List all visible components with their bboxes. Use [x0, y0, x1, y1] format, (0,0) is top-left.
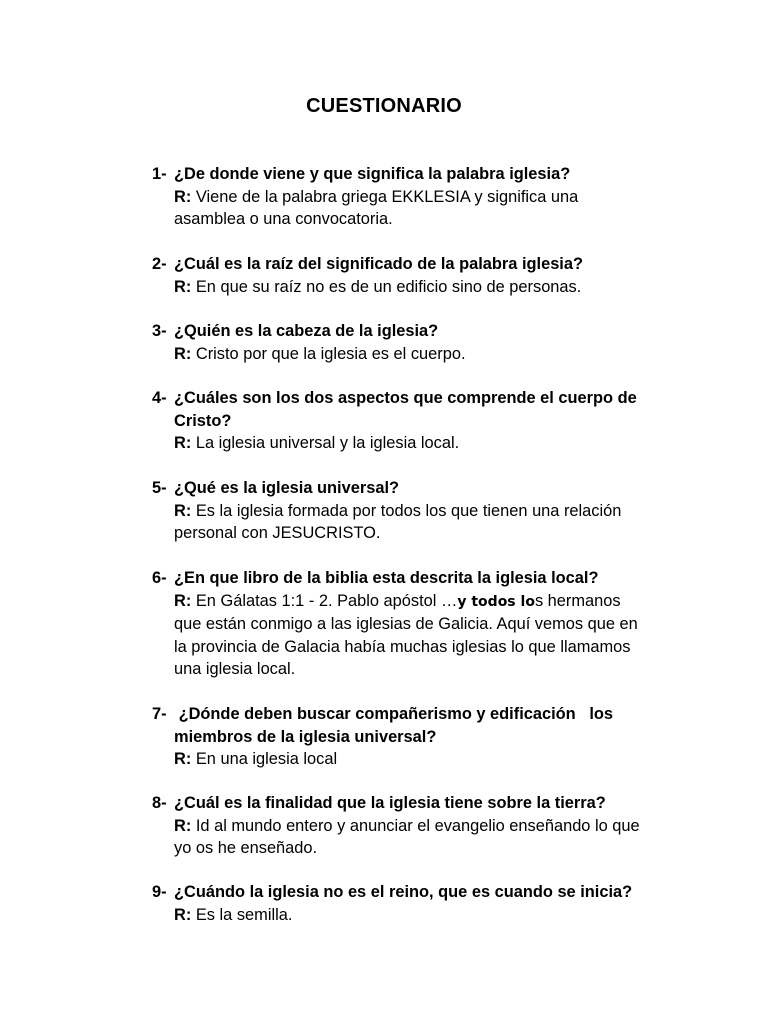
- answer-label: R:: [174, 501, 192, 520]
- answer-text: [174, 748, 652, 771]
- answer-body-part2: s hermanos que están conmigo a las iglesias de Galicia. Aquí vemos que en la provincia de Galacia había muchas iglesias lo que llamamos una iglesia local.: [174, 591, 638, 679]
- answer-label: R:: [174, 905, 192, 924]
- answer-text: [174, 500, 652, 545]
- answer-text: [174, 590, 652, 681]
- question-item-9: [152, 881, 652, 926]
- answer-label: R:: [174, 591, 192, 610]
- question-item-1: [152, 163, 652, 231]
- answer-body: En que su raíz no es de un edificio sino de personas.: [195, 277, 582, 296]
- question-text: ¿Cuándo la iglesia no es el reino, que es cuando se inicia?: [174, 883, 633, 901]
- question-text: ¿Cuál es la finalidad que la iglesia tiene sobre la tierra?: [174, 794, 606, 812]
- answer-text: [174, 904, 652, 927]
- answer-label: R:: [174, 434, 192, 453]
- question-text: ¿En que libro de la biblia esta descrita la iglesia local?: [174, 569, 599, 587]
- document-title: CUESTIONARIO: [306, 95, 462, 117]
- answer-body: La iglesia universal y la iglesia local.: [195, 434, 460, 453]
- answer-body: Viene de la palabra griega EKKLESIA y significa una asamblea o una convocatoria.: [174, 187, 579, 229]
- question-number: 3-: [152, 322, 167, 340]
- question-item-6: [152, 567, 652, 681]
- question-item-7: [152, 703, 652, 771]
- answer-body: En una iglesia local: [195, 750, 338, 769]
- question-item-8: [152, 792, 652, 860]
- answer-text: [174, 432, 652, 455]
- answer-text: [174, 343, 652, 366]
- answer-label: R:: [174, 344, 192, 363]
- question-text: ¿Cuáles son los dos aspectos que comprende el cuerpo de Cristo?: [174, 389, 637, 430]
- question-text: ¿Qué es la iglesia universal?: [174, 479, 400, 497]
- answer-text: [174, 276, 652, 299]
- answer-label: R:: [174, 277, 192, 296]
- answer-body-bold: y todos lo: [457, 593, 535, 610]
- question-text: ¿Cuál es la raíz del significado de la palabra iglesia?: [174, 255, 583, 273]
- question-text: ¿Dónde deben buscar compañerismo y edificación los miembros de la iglesia universal?: [174, 705, 618, 746]
- question-text: ¿De donde viene y que significa la palabra iglesia?: [174, 165, 571, 183]
- question-number: 7-: [152, 705, 167, 723]
- question-number: 9-: [152, 883, 167, 901]
- question-number: 6-: [152, 569, 167, 587]
- answer-body: Cristo por que la iglesia es el cuerpo.: [195, 344, 466, 363]
- question-number: 5-: [152, 479, 167, 497]
- answer-body-part1: En Gálatas 1:1 - 2. Pablo apóstol …: [195, 591, 458, 610]
- question-item-4: [152, 387, 652, 455]
- answer-text: [174, 186, 652, 231]
- answer-label: R:: [174, 816, 192, 835]
- question-number: 4-: [152, 389, 167, 407]
- question-item-2: [152, 253, 652, 298]
- answer-label: R:: [174, 750, 192, 769]
- question-item-5: [152, 477, 652, 545]
- answer-body: Es la iglesia formada por todos los que tienen una relación personal con JESUCRISTO.: [174, 501, 622, 543]
- answer-body: Es la semilla.: [195, 905, 293, 924]
- question-text: ¿Quién es la cabeza de la iglesia?: [174, 322, 439, 340]
- answer-text: [174, 815, 652, 860]
- question-number: 1-: [152, 165, 167, 183]
- question-item-3: [152, 320, 652, 365]
- question-number: 8-: [152, 794, 167, 812]
- answer-body: Id al mundo entero y anunciar el evangelio enseñando lo que yo os he enseñado.: [174, 816, 640, 858]
- question-number: 2-: [152, 255, 167, 273]
- answer-label: R:: [174, 187, 192, 206]
